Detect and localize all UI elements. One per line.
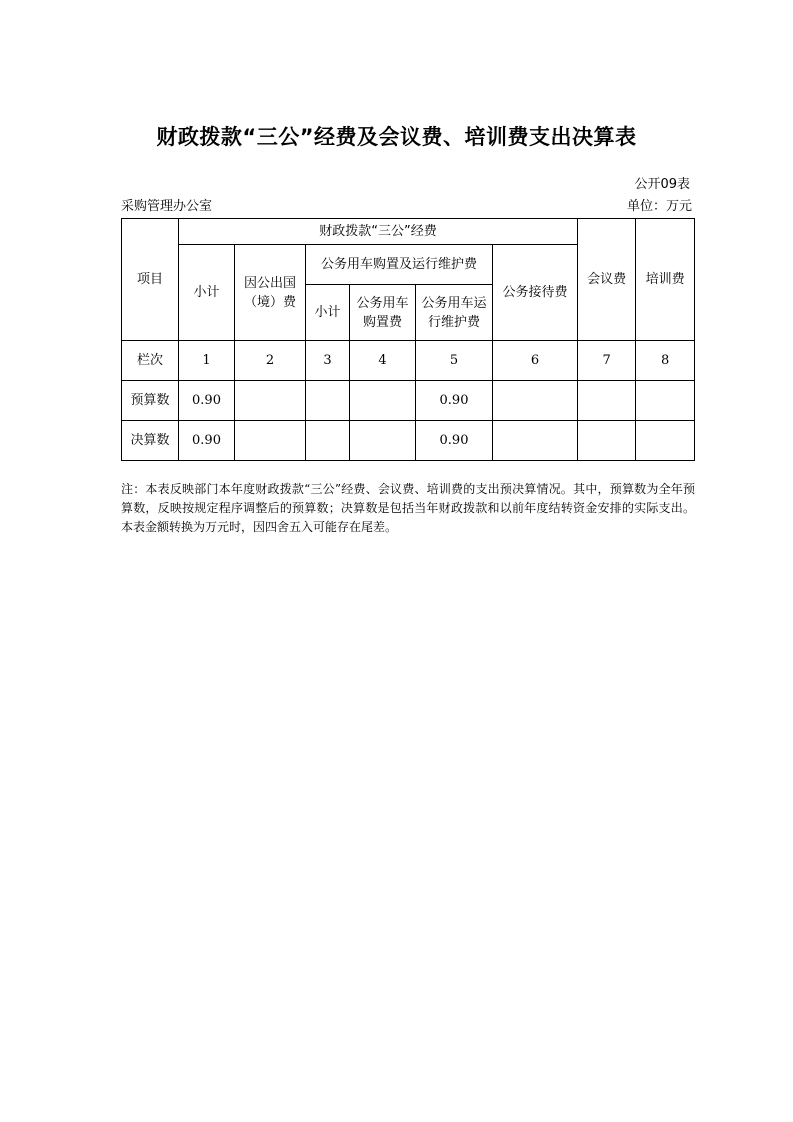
row-label-final: 决算数 — [122, 421, 179, 461]
column-index-cell: 3 — [306, 341, 350, 381]
unit-label: 单位：万元 — [626, 199, 692, 214]
header-subtotal: 小计 — [179, 245, 235, 341]
table-cell — [493, 381, 578, 421]
table-row-budget — [122, 381, 695, 421]
header-vehicle-subtotal: 小计 — [306, 285, 350, 341]
column-index-cell: 2 — [235, 341, 306, 381]
table-cell: 0.90 — [179, 421, 235, 461]
table-cell — [636, 381, 695, 421]
column-index-cell: 4 — [350, 341, 416, 381]
column-index-row — [122, 341, 695, 381]
table-cell — [350, 381, 416, 421]
table-cell — [306, 421, 350, 461]
header-vehicle-group: 公务用车购置及运行维护费 — [306, 245, 493, 285]
column-index-cell: 7 — [578, 341, 636, 381]
header-abroad-fee: 因公出国（境）费 — [235, 245, 306, 341]
header-item: 项目 — [122, 219, 179, 341]
table-row-final — [122, 421, 695, 461]
table-cell — [493, 421, 578, 461]
table-cell — [235, 381, 306, 421]
table-cell — [306, 381, 350, 421]
table-cell — [578, 381, 636, 421]
column-index-cell: 6 — [493, 341, 578, 381]
table-cell: 0.90 — [179, 381, 235, 421]
column-index-cell: 1 — [179, 341, 235, 381]
page-title: 财政拨款“三公”经费及会议费、培训费支出决算表 — [156, 125, 637, 149]
header-meeting-fee: 会议费 — [578, 219, 636, 341]
table-cell: 0.90 — [416, 381, 493, 421]
header-training-fee: 培训费 — [636, 219, 695, 341]
form-code: 公开09表 — [634, 177, 690, 192]
row-label-budget: 预算数 — [122, 381, 179, 421]
header-row-1 — [122, 219, 695, 245]
table-cell — [578, 421, 636, 461]
table-cell — [350, 421, 416, 461]
expenditure-table — [121, 218, 695, 461]
column-index-label: 栏次 — [122, 341, 179, 381]
table-cell — [235, 421, 306, 461]
footnote: 注：本表反映部门本年度财政拨款“三公”经费、会议费、培训费的支出预决算情况。其中，预算数为全年预算数，反映按规定程序调整后的预算数；决算数是包括当年财政拨款和以前年度结转资金安排的实际支出。本表金额转换为万元时，因四舍五入可能存在尾差。 — [121, 482, 695, 534]
header-vehicle-operation: 公务用车运行维护费 — [416, 285, 493, 341]
column-index-cell: 5 — [416, 341, 493, 381]
header-vehicle-purchase: 公务用车购置费 — [350, 285, 416, 341]
table-cell: 0.90 — [416, 421, 493, 461]
table-cell — [636, 421, 695, 461]
header-three-public-expenses: 财政拨款“三公”经费 — [179, 219, 578, 245]
organization-name: 采购管理办公室 — [121, 199, 213, 214]
column-index-cell: 8 — [636, 341, 695, 381]
header-reception-fee: 公务接待费 — [493, 245, 578, 341]
